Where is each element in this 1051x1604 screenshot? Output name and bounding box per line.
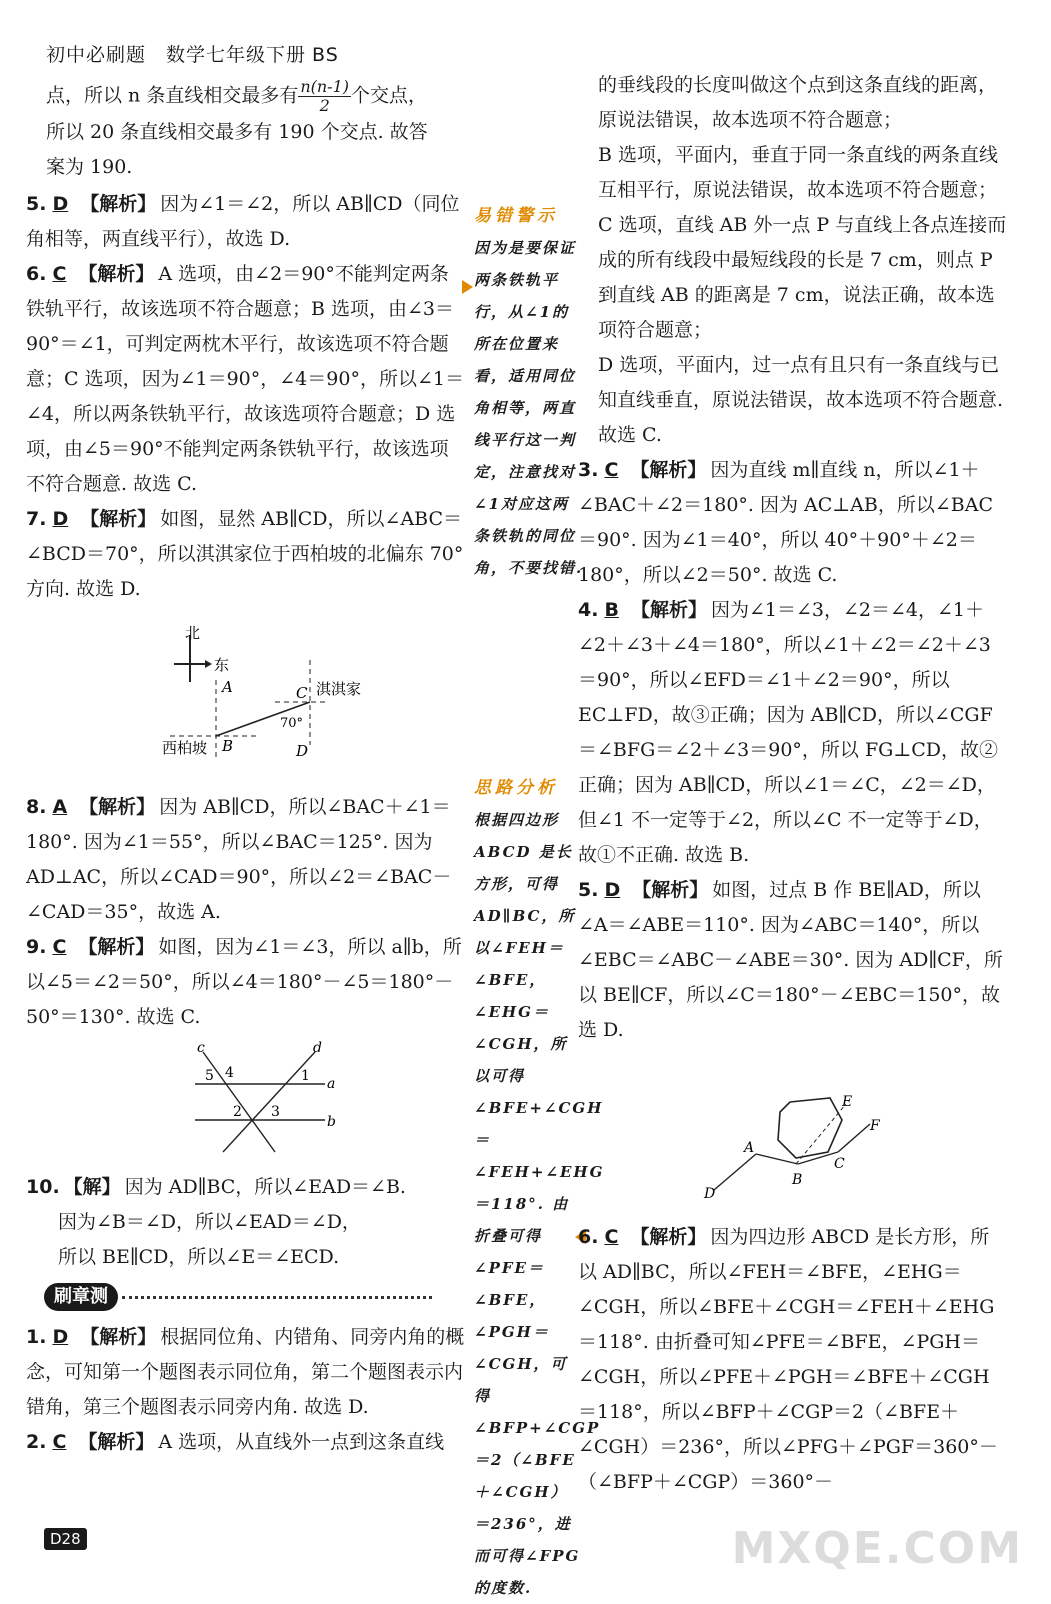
answer-q5 [26, 187, 466, 257]
answer-choice: A [52, 796, 68, 818]
question-number: 6. [26, 263, 47, 285]
analysis-tag: 【解析】 [80, 508, 157, 530]
answer-line: 因为∠B＝∠D，所以∠EAD＝∠D， [58, 1211, 361, 1233]
figure-q9 [185, 1040, 345, 1160]
answer-test-q1 [26, 1320, 466, 1425]
analysis-tag: 【解析】 [78, 936, 155, 958]
left-column [26, 77, 466, 607]
north-label: 北 [185, 624, 201, 642]
point-A: A [222, 678, 233, 696]
point-C: C [834, 1156, 845, 1172]
right-column [578, 68, 1008, 1048]
analysis-tag: 【解析】 [80, 1326, 157, 1348]
section-badge: 刷章测 [44, 1283, 118, 1311]
question-number: 3. [578, 459, 599, 481]
point-D: D [704, 1186, 716, 1202]
frac-denominator: 2 [319, 96, 330, 115]
answer-text: 如图，过点 B 作 BE∥AD，所以∠A＝∠ABE＝110°. 因为∠ABC＝140°，所以∠EBC＝∠ABC－∠ABE＝30°. 因为 AD∥CF，所以 BE∥CF，所以∠C＝180°－∠EBC＝150°，故选 D. [578, 879, 1003, 1041]
answer-line: 所以 BE∥CD，所以∠E＝∠ECD. [58, 1246, 340, 1268]
question-number: 5. [26, 193, 47, 215]
figure-test-q5 [700, 1090, 900, 1205]
answer-test-q2 [26, 1425, 466, 1460]
question-number: 9. [26, 936, 47, 958]
answer-choice: D [52, 508, 69, 530]
left-column-4 [26, 1320, 466, 1460]
answer-test-q6 [578, 1220, 1008, 1500]
answer-test-q3 [578, 453, 1008, 593]
angle-label: 70° [280, 716, 304, 731]
answer-text: 根据同位角、内错角、同旁内角的概念，可知第一个题图表示同位角，第二个题图表示内错角，第三个题图表示同旁内角. 故选 D. [26, 1326, 465, 1418]
side-note-text: 因为是要保证两条铁轨平行，从∠1的所在位置来看，适用同位角相等，两直线平行这一判定，注意找对∠1对应这两条铁轨的同位角，不要找错. [474, 239, 584, 577]
figure-q7 [150, 620, 390, 770]
continuation-line: 所以 20 条直线相交最多有 190 个交点. 故答 [46, 121, 428, 143]
option-b-text: B 选项，平面内，垂直于同一条直线的两条直线互相平行，原说法错误，故本选项不符合题意； [598, 144, 999, 201]
question-number: 8. [26, 796, 47, 818]
question-number: 1. [26, 1326, 47, 1348]
left-column-3 [26, 1170, 466, 1275]
answer-choice: C [604, 1226, 619, 1248]
chapter-test-heading [44, 1283, 464, 1313]
side-note-title: 思路分析 [474, 778, 558, 798]
answer-text: 的垂线段的长度叫做这个点到这条直线的距离，原说法错误，故本选项不符合题意； [598, 74, 998, 131]
answer-choice: C [604, 459, 619, 481]
answer-text: 因为∠1＝∠3，∠2＝∠4，∠1＋∠2＋∠3＋∠4＝180°，所以∠1＋∠2＝∠2＋∠3＝90°，所以∠EFD＝∠1＋∠2＝90°，所以 EC⊥FD，故③正确；因为 AB∥CD，所以∠CGF＝∠BFG＝∠2＋∠3＝90°，所以 FG⊥CD，故②正确；因为 AB∥CD，所以∠1＝∠C，∠2＝∠D，但∠1 不一定等于∠2，所以∠C 不一定等于∠D，故①不正确. 故选 B. [578, 599, 998, 866]
analysis-tag: 【解】 [63, 1176, 121, 1198]
point-D: D [296, 742, 309, 760]
question-number: 5. [578, 879, 599, 901]
answer-text: 因为直线 m∥直线 n，所以∠1＋∠BAC＋∠2＝180°. 因为 AC⊥AB，所以∠BAC＝90°. 因为∠1＝40°，所以 40°＋90°＋∠2＝180°，所以∠2＝50°. 故选 C. [578, 459, 993, 586]
side-note-mistake [474, 200, 584, 584]
point-E: E [842, 1094, 853, 1110]
angle-1-label: 1 [301, 1068, 310, 1084]
page-header [46, 40, 339, 67]
question-number: 4. [578, 599, 599, 621]
fraction-line [46, 78, 466, 115]
answer-test-q5 [578, 873, 1008, 1048]
answer-q6 [26, 257, 466, 502]
answer-text: 因为 AB∥CD，所以∠BAC＋∠1＝180°. 因为∠1＝55°，所以∠BAC＝125°. 因为 AD⊥AC，所以∠CAD＝90°，所以∠2＝∠BAC－∠CAD＝35°，故选 A. [26, 796, 452, 923]
point-A: A [744, 1140, 755, 1156]
answer-q7 [26, 502, 466, 607]
answer-choice: C [52, 1431, 67, 1453]
angle-5-label: 5 [205, 1068, 214, 1084]
analysis-tag: 【解析】 [78, 263, 155, 285]
answer-choice: D [52, 1326, 69, 1348]
answer-text: 因为四边形 ABCD 是长方形，所以 AD∥BC，所以∠FEH＝∠BFE，∠EHG＝∠CGH，所以∠BFE＋∠CGH＝∠FEH＋∠EHG＝118°. 由折叠可知∠PFE＝∠BFE，∠PGH＝∠CGH，所以∠PFE＋∠PGH＝∠BFE＋∠CGH＝118°，所以∠BFP＋∠CGP＝2（∠BFE＋∠CGH）＝236°，所以∠PFG＋∠PGF＝360°－（∠BFP＋∠CGP）＝360°－ [578, 1226, 998, 1493]
line-b-label: b [327, 1114, 336, 1130]
analysis-tag: 【解析】 [78, 1431, 155, 1453]
page-number: D28 [44, 1528, 87, 1550]
answer-q8 [26, 790, 466, 930]
side-note-analysis [474, 772, 605, 1604]
answer-text: A 选项，由∠2＝90°不能判定两条铁轨平行，故该选项不符合题意；B 选项，由∠3＝90°＝∠1，可判定两枕木平行，故该选项不符合题意；C 选项，因为∠1＝90°，∠4＝90°，所以∠1＝∠4，所以两条铁轨平行，故该选项符合题意；D 选项，由∠5＝90°不能判定两条铁轨平行，故该选项不符合题意. 故选 C. [26, 263, 464, 495]
angle-2-label: 2 [233, 1104, 242, 1120]
answer-text: 因为∠1＝∠2，所以 AB∥CD（同位角相等，两直线平行），故选 D. [26, 193, 460, 250]
answer-choice: D [52, 193, 69, 215]
answer-text: 如图，因为∠1＝∠3，所以 a∥b，所以∠5＝∠2＝50°，所以∠4＝180°－∠5＝180°－50°＝130°. 故选 C. [26, 936, 462, 1028]
fraction [298, 78, 351, 115]
pointer-icon [462, 280, 473, 294]
point-C: C [296, 684, 308, 702]
point-B: B [792, 1172, 803, 1188]
question-number: 10. [26, 1176, 60, 1198]
edition-label: BS [312, 44, 339, 66]
frac-numerator: n(n-1) [300, 77, 350, 96]
question-number: 7. [26, 508, 47, 530]
answer-text: 因为 AD∥BC，所以∠EAD＝∠B. [124, 1176, 406, 1198]
answer-test-q4 [578, 593, 1008, 873]
option-d-text: D 选项，平面内，过一点有且只有一条直线与已知直线垂直，原说法错误，故本选项不符合题意. 故选 C. [598, 354, 1004, 446]
left-column-2 [26, 790, 466, 1035]
side-note-text: 根据四边形 ABCD 是长方形，可得 AD∥BC，所以∠FEH＝∠BFE，∠EHG＝∠CGH，所以可得∠BFE+∠CGH＝∠FEH+∠EHG＝118°. 由折叠可得∠PFE＝∠BFE，∠PGH＝∠CGH，可得∠BFP+∠CGP＝2（∠BFE＋∠CGH）＝236°，进而可得∠FPG 的度数. [474, 811, 605, 1597]
frac-suffix: 个交点， [351, 84, 428, 107]
east-label: 东 [214, 656, 230, 674]
answer-q10 [26, 1170, 466, 1205]
angle-4-label: 4 [225, 1065, 234, 1081]
answer-choice: C [52, 936, 67, 958]
analysis-tag: 【解析】 [632, 879, 709, 901]
dotted-divider [122, 1296, 432, 1299]
line-d-label: d [313, 1040, 322, 1056]
watermark: MXQE.COM [731, 1523, 1023, 1574]
question-number: 6. [578, 1226, 599, 1248]
answer-choice: D [604, 879, 621, 901]
answer-choice: C [52, 263, 67, 285]
line-a-label: a [327, 1076, 336, 1092]
answer-text: 如图，显然 AB∥CD，所以∠ABC＝∠BCD＝70°，所以淇淇家位于西柏坡的北偏东 70°方向. 故选 D. [26, 508, 464, 600]
option-c-text: C 选项，直线 AB 外一点 P 与直线上各点连接而成的所有线段中最短线段的长是 7 cm，则点 P 到直线 AB 的距离是 7 cm，说法正确，故本选项符合题意； [598, 214, 1007, 341]
book-title: 初中必刷题 数学七年级下册 [46, 44, 307, 66]
line-c-label: c [197, 1040, 205, 1056]
point-F: F [870, 1118, 880, 1134]
analysis-tag: 【解析】 [80, 193, 157, 215]
question-number: 2. [26, 1431, 47, 1453]
angle-3-label: 3 [271, 1104, 280, 1120]
frac-prefix: 点，所以 n 条直线相交最多有 [46, 84, 299, 107]
continuation-line: 案为 190. [46, 156, 133, 178]
analysis-tag: 【解析】 [630, 599, 707, 621]
analysis-tag: 【解析】 [79, 796, 156, 818]
answer-q9 [26, 930, 466, 1035]
answer-choice: B [604, 599, 619, 621]
side-note-title: 易错警示 [474, 206, 558, 226]
origin-label: 西柏坡 [162, 739, 208, 757]
analysis-tag: 【解析】 [630, 1226, 707, 1248]
right-column-2 [578, 1220, 1008, 1500]
analysis-tag: 【解析】 [630, 459, 707, 481]
home-label: 淇淇家 [316, 680, 362, 698]
point-B: B [222, 737, 234, 755]
answer-text: A 选项，从直线外一点到这条直线 [158, 1431, 445, 1453]
